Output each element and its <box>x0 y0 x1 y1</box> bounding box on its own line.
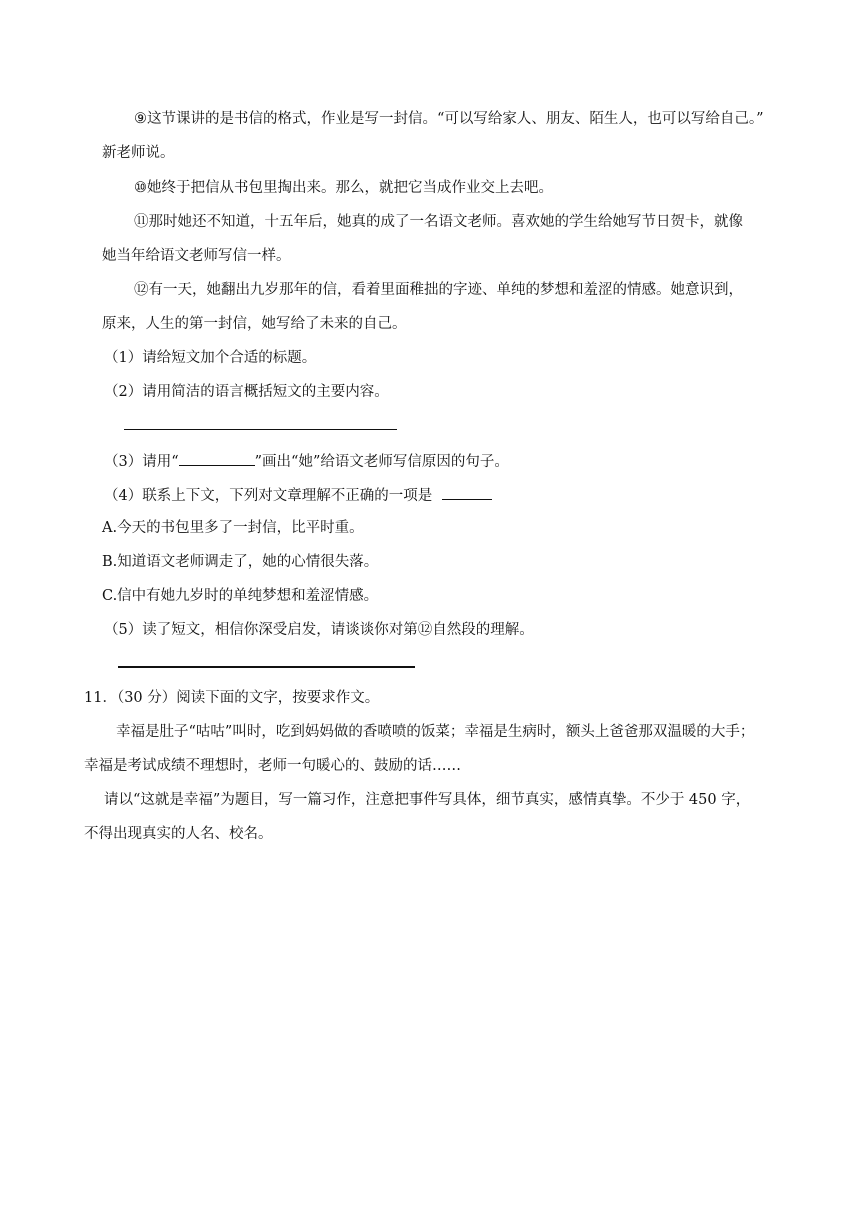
question-4-text: （4）联系上下文，下列对文章理解不正确的一项是 <box>104 488 433 504</box>
question-11-header: 11．（30 分）阅读下面的文字，按要求作文。 <box>84 690 380 706</box>
paragraph-10-number: ⑩ <box>134 180 147 196</box>
question-3 <box>104 450 509 472</box>
question-5: （5）读了短文，相信你深受启发，请谈谈你对第⑫自然段的理解。 <box>104 622 534 638</box>
question-11-line-3: 请以“这就是幸福”为题目，写一篇习作，注意把事件写具体，细节真实，感情真挚。不少于 450 字， <box>104 792 751 808</box>
question-11-line-1: 幸福是肚子“咕咕”叫时，吃到妈妈做的香喷喷的饭菜；幸福是生病时，额头上爸爸那双温暖的大手； <box>116 724 755 740</box>
option-a[interactable]: A.今天的书包里多了一封信，比平时重。 <box>102 520 364 536</box>
paragraph-10-line-1 <box>134 178 553 198</box>
question-1: （1）请给短文加个合适的标题。 <box>104 350 317 366</box>
paragraph-11-text: 那时她还不知道，十五年后，她真的成了一名语文老师。喜欢她的学生给她写节日贺卡，就像 <box>148 214 743 230</box>
question-11-line-2: 幸福是考试成绩不理想时，老师一句暖心的、鼓励的话…… <box>84 758 461 774</box>
paragraph-9-line-2: 新老师说。 <box>102 145 175 161</box>
question-3-prefix: （3）请用“ <box>104 454 179 470</box>
paragraph-12-number: ⑫ <box>134 282 149 298</box>
question-11-line-4: 不得出现真实的人名、校名。 <box>84 826 273 842</box>
question-3-suffix: ”画出“她”给语文老师写信原因的句子。 <box>254 454 509 470</box>
option-b[interactable]: B.知道语文老师调走了，她的心情很失落。 <box>102 554 379 570</box>
paragraph-11-line-1 <box>134 212 743 232</box>
question-2: （2）请用简洁的语言概括短文的主要内容。 <box>104 384 389 400</box>
answer-line-q2[interactable] <box>124 429 397 430</box>
paragraph-9-number: ⑨ <box>134 111 147 127</box>
answer-line-q5[interactable] <box>118 666 415 668</box>
paragraph-9-text: 这节课讲的是书信的格式，作业是写一封信。“可以写给家人、朋友、陌生人，也可以写给自己。” <box>147 111 764 127</box>
paragraph-10-text: 她终于把信从书包里掏出来。那么，就把它当成作业交上去吧。 <box>147 180 553 196</box>
paragraph-11-line-2: 她当年给语文老师写信一样。 <box>102 248 291 264</box>
paragraph-12-text: 有一天，她翻出九岁那年的信，看着里面稚拙的字迹、单纯的梦想和羞涩的情感。她意识到， <box>148 282 743 298</box>
paragraph-12-line-2: 原来，人生的第一封信，她写给了未来的自己。 <box>102 316 407 332</box>
paragraph-12-line-1 <box>134 280 743 300</box>
paragraph-11-number: ⑪ <box>134 214 149 230</box>
option-c[interactable]: C.信中有她九岁时的单纯梦想和羞涩情感。 <box>102 588 379 604</box>
underline-sample <box>179 450 255 466</box>
answer-blank-q4[interactable] <box>442 484 492 500</box>
question-4 <box>104 484 492 506</box>
paragraph-9-line-1 <box>134 109 764 129</box>
